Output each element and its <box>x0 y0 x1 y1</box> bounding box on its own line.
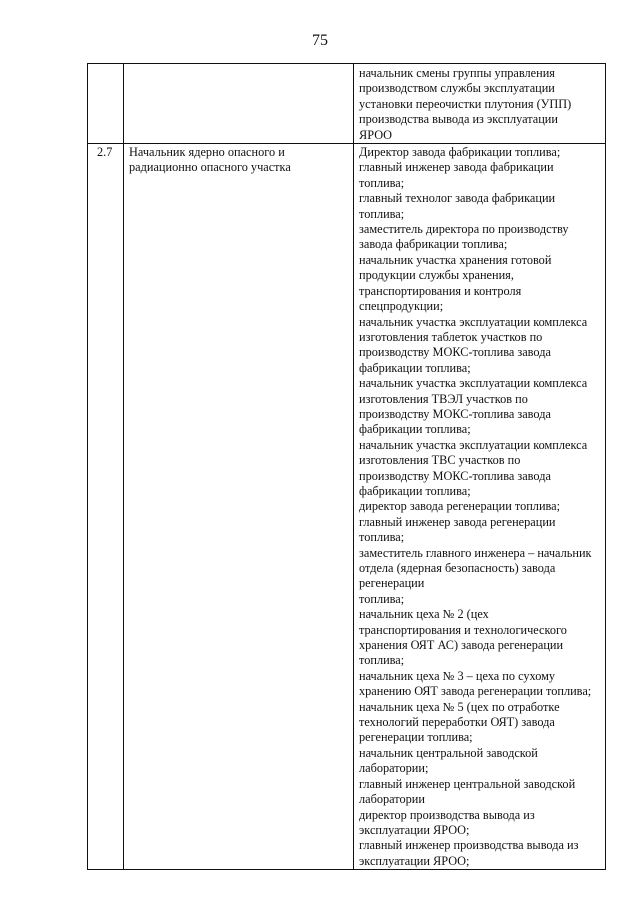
position-cell <box>124 144 354 870</box>
officials-table <box>87 63 606 870</box>
row-number-cell <box>88 64 124 144</box>
row-number-cell <box>88 144 124 870</box>
officials-text: Директор завода фабрикации топлива; главный инженер завода фабрикации топлива; главный технолог завода фабрикации топлива; заместитель директора по производству завода фабрикации топлива; начальник участка хранения готовой продукции службы хранения, транспортирования и контроля спецпродукции; начальник участка эксплуатации комплекса изготовления таблеток участков по производству МОКС-топлива завода фабрикации топлива; начальник участка эксплуатации комплекса изготовления ТВЭЛ участков по производству МОКС-топлива завода фабрикации топлива; начальник участка эксплуатации комплекса изготовления ТВС участков по производству МОКС-топлива завода фабрикации топлива; директор завода регенерации топлива; главный инженер завода регенерации топлива; заместитель главного инженера – начальник отдела (ядерная безопасность) завода регенерации топлива; начальник цеха № 2 (цех транспортирования и технологического хранения ОЯТ АС) завода регенерации топлива; начальник цеха № 3 – цеха по сухому хранению ОЯТ завода регенерации топлива; начальник цеха № 5 (цех по отработке технологий переработки ОЯТ) завода регенерации топлива; начальник центральной заводской лаборатории; главный инженер центральной заводской лаборатории директор производства вывода из эксплуатации ЯРОО; главный инженер производства вывода из эксплуатации ЯРОО; <box>359 145 592 868</box>
position-text <box>129 64 349 66</box>
officials-text: начальник смены группы управления производством службы эксплуатации установки переочистки плутония (УПП) производства вывода из эксплуатации ЯРОО <box>359 66 572 142</box>
officials-cell <box>354 64 606 144</box>
row-number <box>97 64 119 66</box>
table-row <box>88 144 606 870</box>
officials-cell <box>354 144 606 870</box>
position-cell <box>124 64 354 144</box>
table-row <box>88 64 606 144</box>
position-text: Начальник ядерно опасного и радиационно опасного участка <box>129 145 291 175</box>
row-number: 2.7 <box>97 145 113 160</box>
page-number: 75 <box>312 32 328 49</box>
